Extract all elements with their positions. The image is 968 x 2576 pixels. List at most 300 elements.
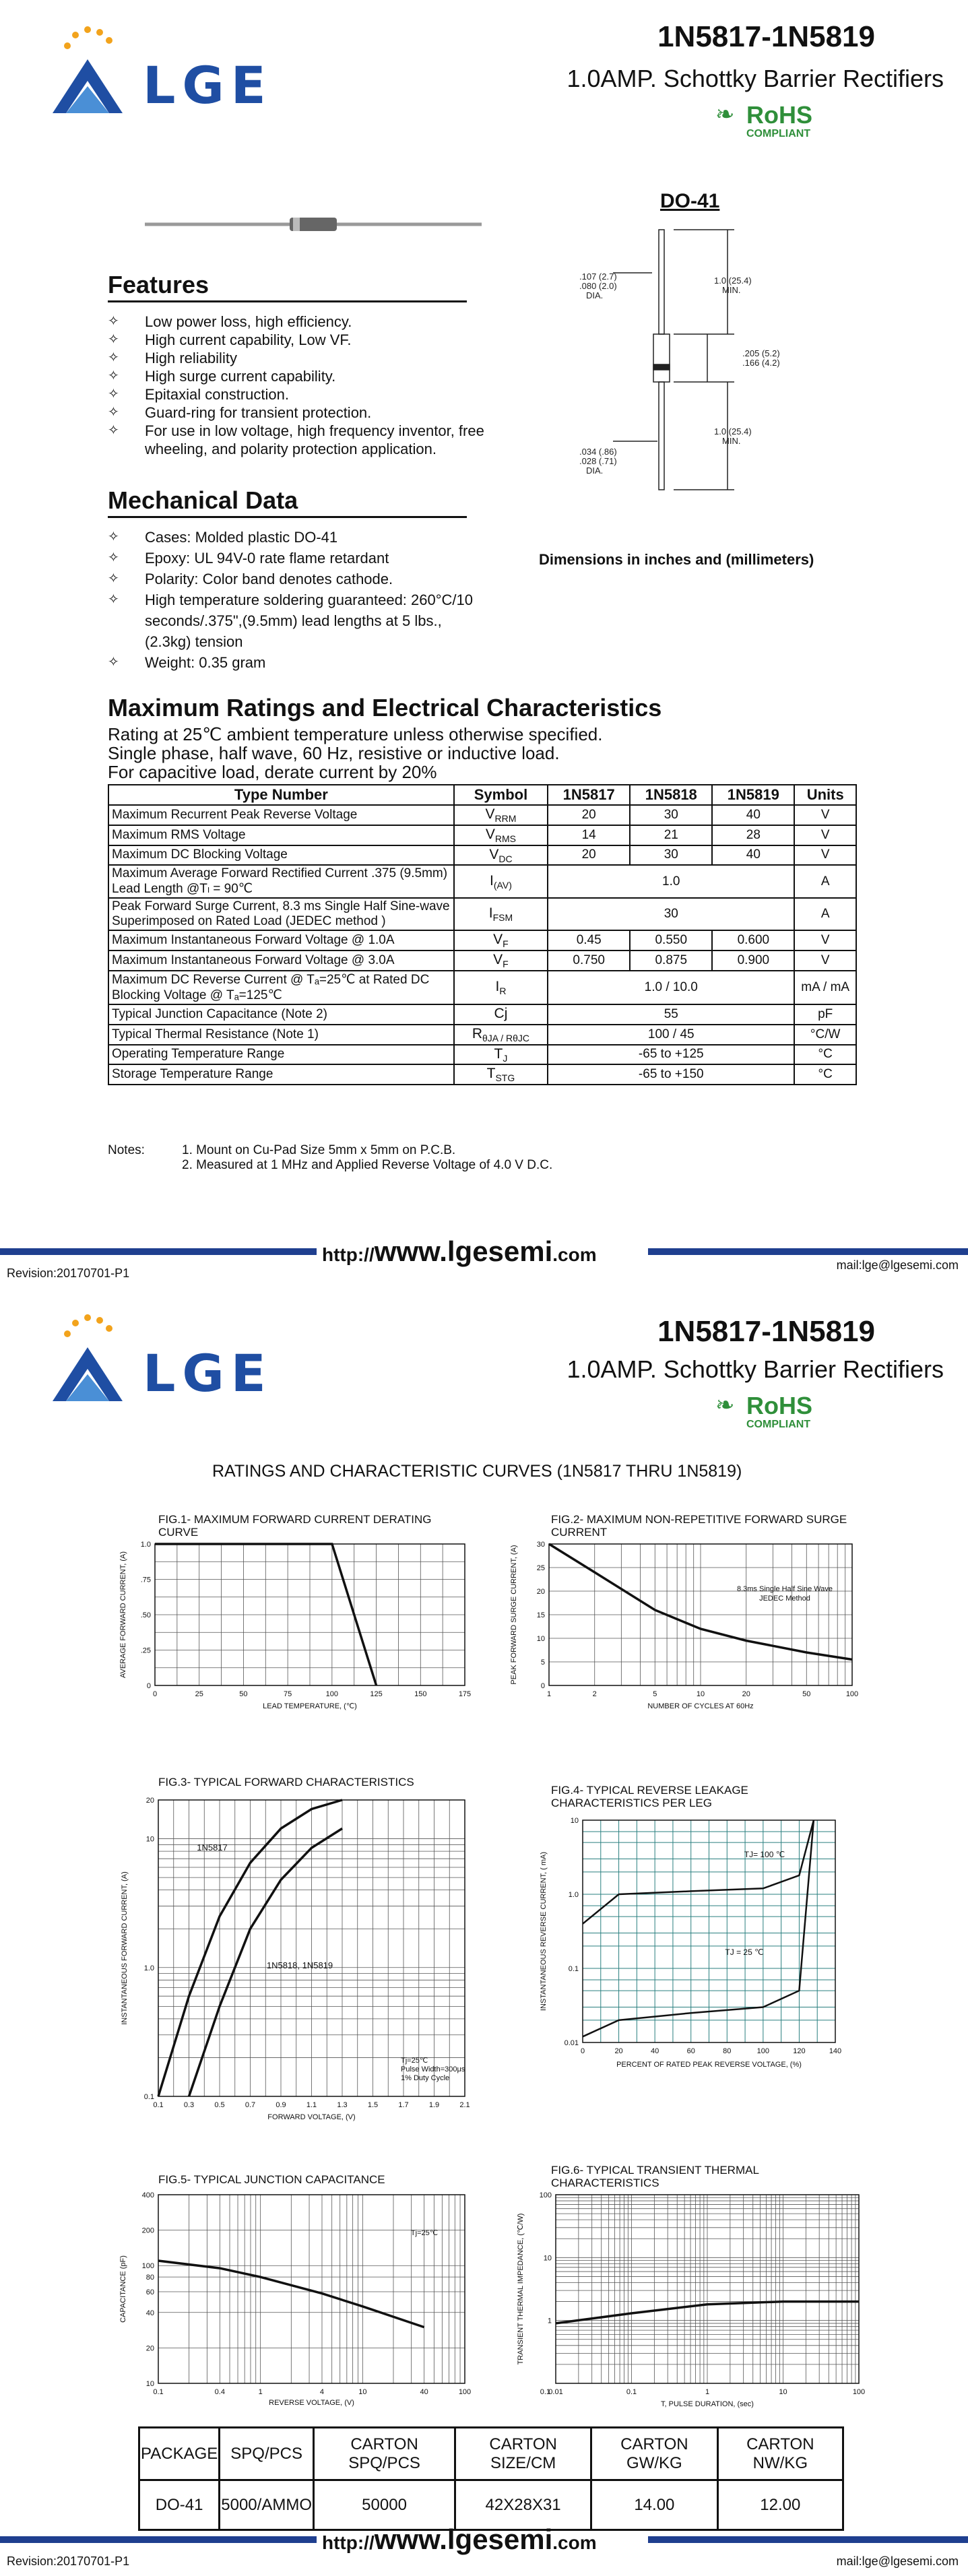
fig5-ylabel: CAPACITANCE (pF) xyxy=(119,2255,127,2323)
x-tick-label: 1 xyxy=(705,2388,710,2396)
y-tick-label: 1 xyxy=(547,2317,552,2325)
x-tick-label: 2.1 xyxy=(459,2101,470,2109)
symbol-cell: $V_F$ xyxy=(454,951,548,971)
fig4-label-25: TJ = 25 ℃ xyxy=(725,1947,764,1957)
packaging-cell: 50000 xyxy=(313,2480,455,2530)
packaging-header: CARTON SPQ/PCS xyxy=(313,2428,455,2480)
table-cell: V xyxy=(794,930,856,951)
feature-text: High current capability, Low VF. xyxy=(145,331,352,348)
table-cell: Maximum RMS Voltage xyxy=(108,825,454,845)
x-tick-label: 1 xyxy=(258,2388,263,2396)
fig2-note2: JEDEC Method xyxy=(759,1595,810,1603)
table-cell: V xyxy=(794,845,856,866)
symbol-cell: $V_F$ xyxy=(454,930,548,951)
dim-lead-dia: .107 (2.7) xyxy=(579,271,617,282)
dim-body-len2: .166 (4.2) xyxy=(742,358,780,368)
table-cell: 28 xyxy=(712,825,794,845)
bullet-icon: ✧ xyxy=(108,387,119,401)
table-cell: 55 xyxy=(548,1004,794,1025)
x-tick-label: 120 xyxy=(793,2047,806,2055)
table-cell: °C xyxy=(794,1045,856,1065)
table-cell: Typical Junction Capacitance (Note 2) xyxy=(108,1004,454,1025)
y-tick-label: 0.01 xyxy=(564,2039,579,2047)
footer-bar-right xyxy=(648,2536,968,2543)
url-suffix: .com xyxy=(552,2532,597,2553)
url-prefix: http:// xyxy=(322,1244,375,1265)
y-tick-label: 60 xyxy=(146,2288,154,2296)
logo-text: LGE xyxy=(143,55,273,115)
y-tick-label: 10 xyxy=(570,1817,579,1825)
symbol-cell: $V_{RMS}$ xyxy=(454,825,548,845)
rohs-compliant-text: COMPLIANT xyxy=(746,1419,811,1430)
x-tick-label: 0.7 xyxy=(245,2101,256,2109)
dim-dia-label: DIA. xyxy=(586,290,604,300)
x-tick-label: 100 xyxy=(852,2388,866,2396)
symbol-cell: $R_{\theta JA / R\theta JC}$ xyxy=(454,1025,548,1045)
feature-text: Guard-ring for transient protection. xyxy=(145,404,372,421)
fig3-title: FIG.3- TYPICAL FORWARD CHARACTERISTICS xyxy=(158,1776,414,1789)
x-tick-label: 0.1 xyxy=(153,2388,164,2396)
leaf-icon: ❧ xyxy=(715,1392,735,1418)
y-tick-label: 25 xyxy=(536,1564,545,1572)
plot-frame xyxy=(158,2195,465,2383)
fig4-title: FIG.4- TYPICAL REVERSE LEAKAGE CHARACTERISTICS PER LEG xyxy=(551,1784,748,1809)
footer-url[interactable] xyxy=(322,1235,597,1268)
mechanical-text: High temperature soldering guaranteed: 260°C/10 seconds/.375",(9.5mm) lead lengths at 5 lbs., (2.3kg) tension xyxy=(145,591,473,650)
lge-logo-mark-icon xyxy=(47,19,128,120)
diode-component-image xyxy=(145,214,482,234)
x-tick-label: 0.1 xyxy=(153,2101,164,2109)
notes-label: Notes: xyxy=(108,1143,145,1157)
feature-text: High surge current capability. xyxy=(145,368,336,385)
x-tick-label: 0 xyxy=(580,2047,585,2055)
fig3-xlabel: FORWARD VOLTAGE, (V) xyxy=(267,2113,356,2121)
fig6-xlabel: T, PULSE DURATION, (sec) xyxy=(661,2400,754,2408)
y-tick-label: .50 xyxy=(140,1611,151,1619)
footer-email[interactable]: mail:lge@lgesemi.com xyxy=(836,2554,959,2568)
table-cell: Operating Temperature Range xyxy=(108,1045,454,1065)
table-cell: 0.45 xyxy=(548,930,630,951)
fig2-note1: 8.3ms Single Half Sine Wave xyxy=(736,1585,833,1593)
mechanical-item xyxy=(108,548,485,569)
x-tick-label: 1.1 xyxy=(306,2101,317,2109)
features-rule xyxy=(108,300,467,302)
url-main: www.lgesemi xyxy=(374,2523,553,2555)
fig1-xlabel: LEAD TEMPERATURE, (℃) xyxy=(263,1702,357,1710)
y-tick-label: 10 xyxy=(146,2380,154,2388)
bullet-icon: ✧ xyxy=(108,592,119,607)
fig4-xlabel: PERCENT OF RATED PEAK REVERSE VOLTAGE, (%) xyxy=(616,2061,802,2069)
table-row xyxy=(108,805,856,825)
y-tick-label: 30 xyxy=(536,1541,545,1549)
mechanical-text: Cases: Molded plastic DO-41 xyxy=(145,529,338,546)
x-tick-label: 100 xyxy=(458,2388,472,2396)
x-tick-label: 2 xyxy=(592,1690,597,1698)
y-tick-label: 0 xyxy=(146,1682,151,1690)
part-number-title: 1N5817-1N5819 xyxy=(657,20,875,53)
bullet-icon: ✧ xyxy=(108,571,119,586)
feature-text: Low power loss, high efficiency. xyxy=(145,313,352,330)
feature-text: Epitaxial construction. xyxy=(145,386,289,403)
packaging-cell: DO-41 xyxy=(139,2480,220,2530)
x-tick-label: 1.7 xyxy=(398,2101,409,2109)
fig4-chart xyxy=(519,1813,869,2083)
x-tick-label: 0.1 xyxy=(540,2388,550,2396)
fig5-xlabel: REVERSE VOLTAGE, (V) xyxy=(269,2399,354,2407)
table-cell: V xyxy=(794,825,856,845)
table-cell: 20 xyxy=(548,805,630,825)
table-cell: 30 xyxy=(630,845,712,866)
fig3-cond3: 1% Duty Cycle xyxy=(401,2074,450,2082)
packaging-header: CARTON NW/KG xyxy=(717,2428,843,2480)
mechanical-item xyxy=(108,569,485,589)
table-cell: 40 xyxy=(712,805,794,825)
fig5-chart xyxy=(115,2188,478,2417)
subtitle: 1.0AMP. Schottky Barrier Rectifiers xyxy=(567,1355,944,1383)
table-cell: -65 to +125 xyxy=(548,1045,794,1065)
table-cell: V xyxy=(794,805,856,825)
fig4-ylabel: INSTANTANEOUS REVERSE CURRENT, ( mA) xyxy=(540,1851,548,2011)
x-tick-label: 100 xyxy=(756,2047,770,2055)
fig2-title: FIG.2- MAXIMUM NON-REPETITIVE FORWARD SURGE CURRENT xyxy=(551,1513,847,1539)
x-tick-label: 0 xyxy=(152,1690,158,1698)
table-row xyxy=(108,865,856,898)
url-main: www.lgesemi xyxy=(374,1235,553,1267)
table-header: Type Number xyxy=(108,785,454,805)
fig5-cond: Tj=25℃ xyxy=(410,2229,439,2237)
x-tick-label: 0.5 xyxy=(214,2101,225,2109)
fig2-ylabel: PEAK FORWARD SURGE CURRENT, (A) xyxy=(510,1545,518,1685)
table-cell: 0.875 xyxy=(630,951,712,971)
y-tick-label: 10 xyxy=(543,2254,552,2263)
features-list xyxy=(108,313,492,458)
table-cell: 40 xyxy=(712,845,794,866)
y-tick-label: 400 xyxy=(141,2191,154,2199)
table-cell: Storage Temperature Range xyxy=(108,1064,454,1085)
x-tick-label: 5 xyxy=(653,1690,657,1698)
y-tick-label: 0 xyxy=(540,1682,545,1690)
packaging-cell: 42X28X31 xyxy=(455,2480,591,2530)
x-tick-label: 140 xyxy=(829,2047,842,2055)
notes xyxy=(182,1143,552,1173)
table-cell: -65 to +150 xyxy=(548,1064,794,1085)
symbol-cell: $V_{DC}$ xyxy=(454,845,548,866)
x-tick-label: 1.9 xyxy=(428,2101,440,2109)
feature-item xyxy=(108,367,492,385)
y-tick-label: 1.0 xyxy=(143,1964,154,1972)
table-header: Units xyxy=(794,785,856,805)
bullet-icon: ✧ xyxy=(108,655,119,670)
dim-top-len: 1.0 (25.4) xyxy=(714,276,752,286)
table-row xyxy=(108,1004,856,1025)
table-cell: Peak Forward Surge Current, 8.3 ms Single Half Sine-wave Superimposed on Rated Load (JEDEC method ) xyxy=(108,898,454,930)
table-header: 1N5819 xyxy=(712,785,794,805)
table-header: 1N5818 xyxy=(630,785,712,805)
table-cell: mA / mA xyxy=(794,971,856,1004)
x-tick-label: 1 xyxy=(546,1690,552,1698)
fig5-title: FIG.5- TYPICAL JUNCTION CAPACITANCE xyxy=(158,2173,385,2186)
footer-bar-left xyxy=(0,1248,317,1255)
table-cell: Typical Thermal Resistance (Note 1) xyxy=(108,1025,454,1045)
dim-top-min: MIN. xyxy=(722,285,741,295)
table-row xyxy=(108,951,856,971)
packaging-table xyxy=(138,2426,844,2531)
packaging-header: CARTON SIZE/CM xyxy=(455,2428,591,2480)
symbol-cell: $I_{FSM}$ xyxy=(454,898,548,930)
table-row xyxy=(108,1045,856,1065)
table-row xyxy=(108,930,856,951)
rohs-compliant-text: COMPLIANT xyxy=(746,128,811,139)
bullet-icon: ✧ xyxy=(108,332,119,347)
condition-2: Single phase, half wave, 60 Hz, resistive or inductive load. xyxy=(108,743,560,763)
x-tick-label: 0.1 xyxy=(626,2388,637,2396)
dim-wire-dia: .034 (.86) xyxy=(579,447,617,457)
table-header: 1N5817 xyxy=(548,785,630,805)
x-tick-label: 0.9 xyxy=(276,2101,286,2109)
table-cell: 1.0 / 10.0 xyxy=(548,971,794,1004)
mechanical-list xyxy=(108,527,485,673)
y-tick-label: 100 xyxy=(539,2191,552,2199)
ratings-table xyxy=(108,784,857,1085)
table-cell: A xyxy=(794,898,856,930)
x-tick-label: 100 xyxy=(325,1690,339,1698)
package-name: DO-41 xyxy=(660,190,720,212)
table-cell: 0.550 xyxy=(630,930,712,951)
subtitle: 1.0AMP. Schottky Barrier Rectifiers xyxy=(567,65,944,92)
feature-text: High reliability xyxy=(145,350,237,366)
ratings-conditions xyxy=(108,725,602,781)
x-tick-label: 50 xyxy=(239,1690,248,1698)
mechanical-text: Polarity: Color band denotes cathode. xyxy=(145,571,393,587)
url-suffix: .com xyxy=(552,1244,597,1265)
symbol-cell: $V_{RRM}$ xyxy=(454,805,548,825)
x-tick-label: 1.5 xyxy=(367,2101,379,2109)
table-cell: Maximum DC Blocking Voltage xyxy=(108,845,454,866)
fig3-label-1n5817: 1N5817 xyxy=(197,1842,228,1853)
packaging-cell: 5000/AMMO xyxy=(220,2480,314,2530)
x-tick-label: 40 xyxy=(651,2047,659,2055)
x-tick-label: 175 xyxy=(458,1690,472,1698)
bullet-icon: ✧ xyxy=(108,550,119,565)
y-tick-label: .75 xyxy=(140,1576,151,1584)
table-cell: 14 xyxy=(548,825,630,845)
y-tick-label: 10 xyxy=(536,1635,545,1643)
revision: Revision:20170701-P1 xyxy=(7,1266,130,1280)
lge-logo-mark-icon xyxy=(47,1307,128,1408)
table-cell: 30 xyxy=(548,898,794,930)
y-tick-label: 20 xyxy=(536,1588,545,1596)
symbol-cell: $T_{STG}$ xyxy=(454,1064,548,1085)
footer-bar-left xyxy=(0,2536,317,2543)
note-2: 2. Measured at 1 MHz and Applied Reverse Voltage of 4.0 V D.C. xyxy=(182,1158,553,1172)
mechanical-text: Epoxy: UL 94V-0 rate flame retardant xyxy=(145,550,389,567)
packaging-cell: 14.00 xyxy=(591,2480,718,2530)
table-cell: A xyxy=(794,865,856,898)
y-tick-label: 1.0 xyxy=(140,1541,151,1549)
note-1: 1. Mount on Cu-Pad Size 5mm x 5mm on P.C.B. xyxy=(182,1143,456,1157)
bullet-icon: ✧ xyxy=(108,405,119,420)
footer-bar-right xyxy=(648,1248,968,1255)
table-cell: 30 xyxy=(630,805,712,825)
footer-email[interactable]: mail:lge@lgesemi.com xyxy=(836,1258,959,1272)
dimensions-note: Dimensions in inches and (millimeters) xyxy=(539,551,814,568)
x-tick-label: 4 xyxy=(319,2388,325,2396)
x-tick-label: 20 xyxy=(742,1690,750,1698)
fig2-xlabel: NUMBER OF CYCLES AT 60Hz xyxy=(647,1702,754,1710)
y-tick-label: 1.0 xyxy=(568,1891,579,1899)
table-row xyxy=(108,825,856,845)
feature-item xyxy=(108,313,492,331)
packaging-header: CARTON GW/KG xyxy=(591,2428,718,2480)
feature-item xyxy=(108,404,492,422)
url-prefix: http:// xyxy=(322,2532,375,2553)
x-tick-label: 10 xyxy=(696,1690,705,1698)
fig3-cond2: Pulse Width=300μs xyxy=(401,2065,465,2073)
x-tick-label: 75 xyxy=(284,1690,292,1698)
table-cell: pF xyxy=(794,1004,856,1025)
y-tick-label: 80 xyxy=(146,2274,154,2282)
fig1-ylabel: AVERAGE FORWARD CURRENT, (A) xyxy=(119,1551,127,1679)
x-tick-label: 150 xyxy=(414,1690,427,1698)
bullet-icon: ✧ xyxy=(108,368,119,383)
condition-3: For capacitive load, derate current by 20% xyxy=(108,762,437,782)
part-number-title: 1N5817-1N5819 xyxy=(657,1315,875,1348)
logo-text: LGE xyxy=(143,1343,273,1403)
x-tick-label: 50 xyxy=(802,1690,811,1698)
feature-text: For use in low voltage, high frequency inventor, free wheeling, and polarity protection application. xyxy=(145,422,484,457)
mechanical-item xyxy=(108,589,485,652)
x-tick-label: 10 xyxy=(358,2388,367,2396)
fig6-ylabel: TRANSIENT THERMAL IMPEDANCE, (℃/W) xyxy=(517,2213,525,2365)
y-tick-label: 20 xyxy=(146,1797,154,1805)
fig3-cond1: Tj=25℃ xyxy=(401,2057,428,2065)
do41-dimension-drawing xyxy=(573,226,795,509)
dim-bot-min: MIN. xyxy=(722,436,741,446)
feature-item xyxy=(108,422,492,458)
table-cell: 0.900 xyxy=(712,951,794,971)
table-cell: Maximum Average Forward Rectified Current .375 (9.5mm) Lead Length @Tₗ = 90℃ xyxy=(108,865,454,898)
dim-bot-len: 1.0 (25.4) xyxy=(714,426,752,437)
x-tick-label: 20 xyxy=(614,2047,623,2055)
table-cell: Maximum Instantaneous Forward Voltage @ 3.0A xyxy=(108,951,454,971)
revision: Revision:20170701-P1 xyxy=(7,2554,130,2568)
x-tick-label: 80 xyxy=(723,2047,732,2055)
table-cell: 20 xyxy=(548,845,630,866)
curves-title: RATINGS AND CHARACTERISTIC CURVES (1N5817 THRU 1N5819) xyxy=(212,1462,742,1481)
table-row xyxy=(108,845,856,866)
table-cell: Maximum Instantaneous Forward Voltage @ 1.0A xyxy=(108,930,454,951)
rohs-text: RoHS xyxy=(746,1392,812,1419)
y-tick-label: 5 xyxy=(540,1659,545,1667)
table-row xyxy=(108,971,856,1004)
x-tick-label: 10 xyxy=(779,2388,787,2396)
fig2-chart xyxy=(505,1537,869,1719)
page-2 xyxy=(0,1288,968,2576)
leaf-icon: ❧ xyxy=(715,102,735,127)
fig1-chart xyxy=(115,1537,478,1719)
table-row xyxy=(108,1064,856,1085)
y-tick-label: 20 xyxy=(146,2344,154,2353)
mechanical-rule xyxy=(108,516,467,518)
x-tick-label: 25 xyxy=(195,1690,203,1698)
table-cell: °C xyxy=(794,1064,856,1085)
x-tick-label: 0.01 xyxy=(548,2388,563,2396)
x-tick-label: 100 xyxy=(845,1690,859,1698)
packaging-header: PACKAGE xyxy=(139,2428,220,2480)
table-cell: V xyxy=(794,951,856,971)
table-header: Symbol xyxy=(454,785,548,805)
feature-item xyxy=(108,385,492,404)
table-cell: Maximum DC Reverse Current @ Tₐ=25℃ at Rated DC Blocking Voltage @ Tₐ=125℃ xyxy=(108,971,454,1004)
bullet-icon: ✧ xyxy=(108,529,119,544)
fig1-title: FIG.1- MAXIMUM FORWARD CURRENT DERATING CURVE xyxy=(158,1513,432,1539)
y-tick-label: 15 xyxy=(536,1611,545,1619)
y-tick-label: 100 xyxy=(141,2262,154,2271)
dim-lead-dia2: .080 (2.0) xyxy=(579,281,617,291)
table-cell: 100 / 45 xyxy=(548,1025,794,1045)
feature-item xyxy=(108,349,492,367)
dim-wire-dia-label: DIA. xyxy=(586,465,604,476)
table-row xyxy=(108,1025,856,1045)
dim-wire-dia2: .028 (.71) xyxy=(579,456,617,466)
x-tick-label: 0.3 xyxy=(183,2101,195,2109)
packaging-header: SPQ/PCS xyxy=(220,2428,314,2480)
condition-1: Rating at 25℃ ambient temperature unless otherwise specified. xyxy=(108,724,603,744)
fig6-chart xyxy=(512,2188,869,2417)
table-cell: °C/W xyxy=(794,1025,856,1045)
table-cell: 1.0 xyxy=(548,865,794,898)
mechanical-text: Weight: 0.35 gram xyxy=(145,654,266,671)
y-tick-label: .25 xyxy=(140,1646,151,1655)
y-tick-label: 0.1 xyxy=(143,2093,154,2101)
mechanical-heading: Mechanical Data xyxy=(108,486,298,514)
symbol-cell: $T_J$ xyxy=(454,1045,548,1065)
footer-url[interactable] xyxy=(322,2523,597,2556)
y-tick-label: 200 xyxy=(141,2226,154,2235)
table-row xyxy=(108,898,856,930)
symbol-cell: $I_R$ xyxy=(454,971,548,1004)
bullet-icon: ✧ xyxy=(108,314,119,329)
fig4-label-100: TJ= 100 ℃ xyxy=(744,1850,785,1859)
y-tick-label: 0.1 xyxy=(568,1965,579,1973)
ratings-heading: Maximum Ratings and Electrical Characteristics xyxy=(108,694,662,721)
x-tick-label: 0.4 xyxy=(214,2388,225,2396)
fig6-title: FIG.6- TYPICAL TRANSIENT THERMAL CHARACTERISTICS xyxy=(551,2164,759,2189)
fig3-chart xyxy=(115,1793,478,2130)
table-cell: 0.750 xyxy=(548,951,630,971)
y-tick-label: 40 xyxy=(146,2309,154,2317)
x-tick-label: 40 xyxy=(420,2388,428,2396)
fig3-label-1n5818: 1N5818, 1N5819 xyxy=(266,1960,333,1970)
table-cell: 21 xyxy=(630,825,712,845)
symbol-cell: Cj xyxy=(454,1004,548,1025)
x-tick-label: 125 xyxy=(370,1690,383,1698)
feature-item xyxy=(108,331,492,349)
symbol-cell: $I_{(AV)}$ xyxy=(454,865,548,898)
bullet-icon: ✧ xyxy=(108,350,119,365)
x-tick-label: 60 xyxy=(686,2047,695,2055)
packaging-cell: 12.00 xyxy=(717,2480,843,2530)
table-cell: 0.600 xyxy=(712,930,794,951)
rohs-text: RoHS xyxy=(746,101,812,129)
y-tick-label: 10 xyxy=(146,1835,154,1844)
features-heading: Features xyxy=(108,271,209,298)
x-tick-label: 1.3 xyxy=(337,2101,348,2109)
mechanical-item xyxy=(108,652,485,673)
dim-body-len: .205 (5.2) xyxy=(742,348,780,358)
table-cell: Maximum Recurrent Peak Reverse Voltage xyxy=(108,805,454,825)
mechanical-item xyxy=(108,527,485,548)
